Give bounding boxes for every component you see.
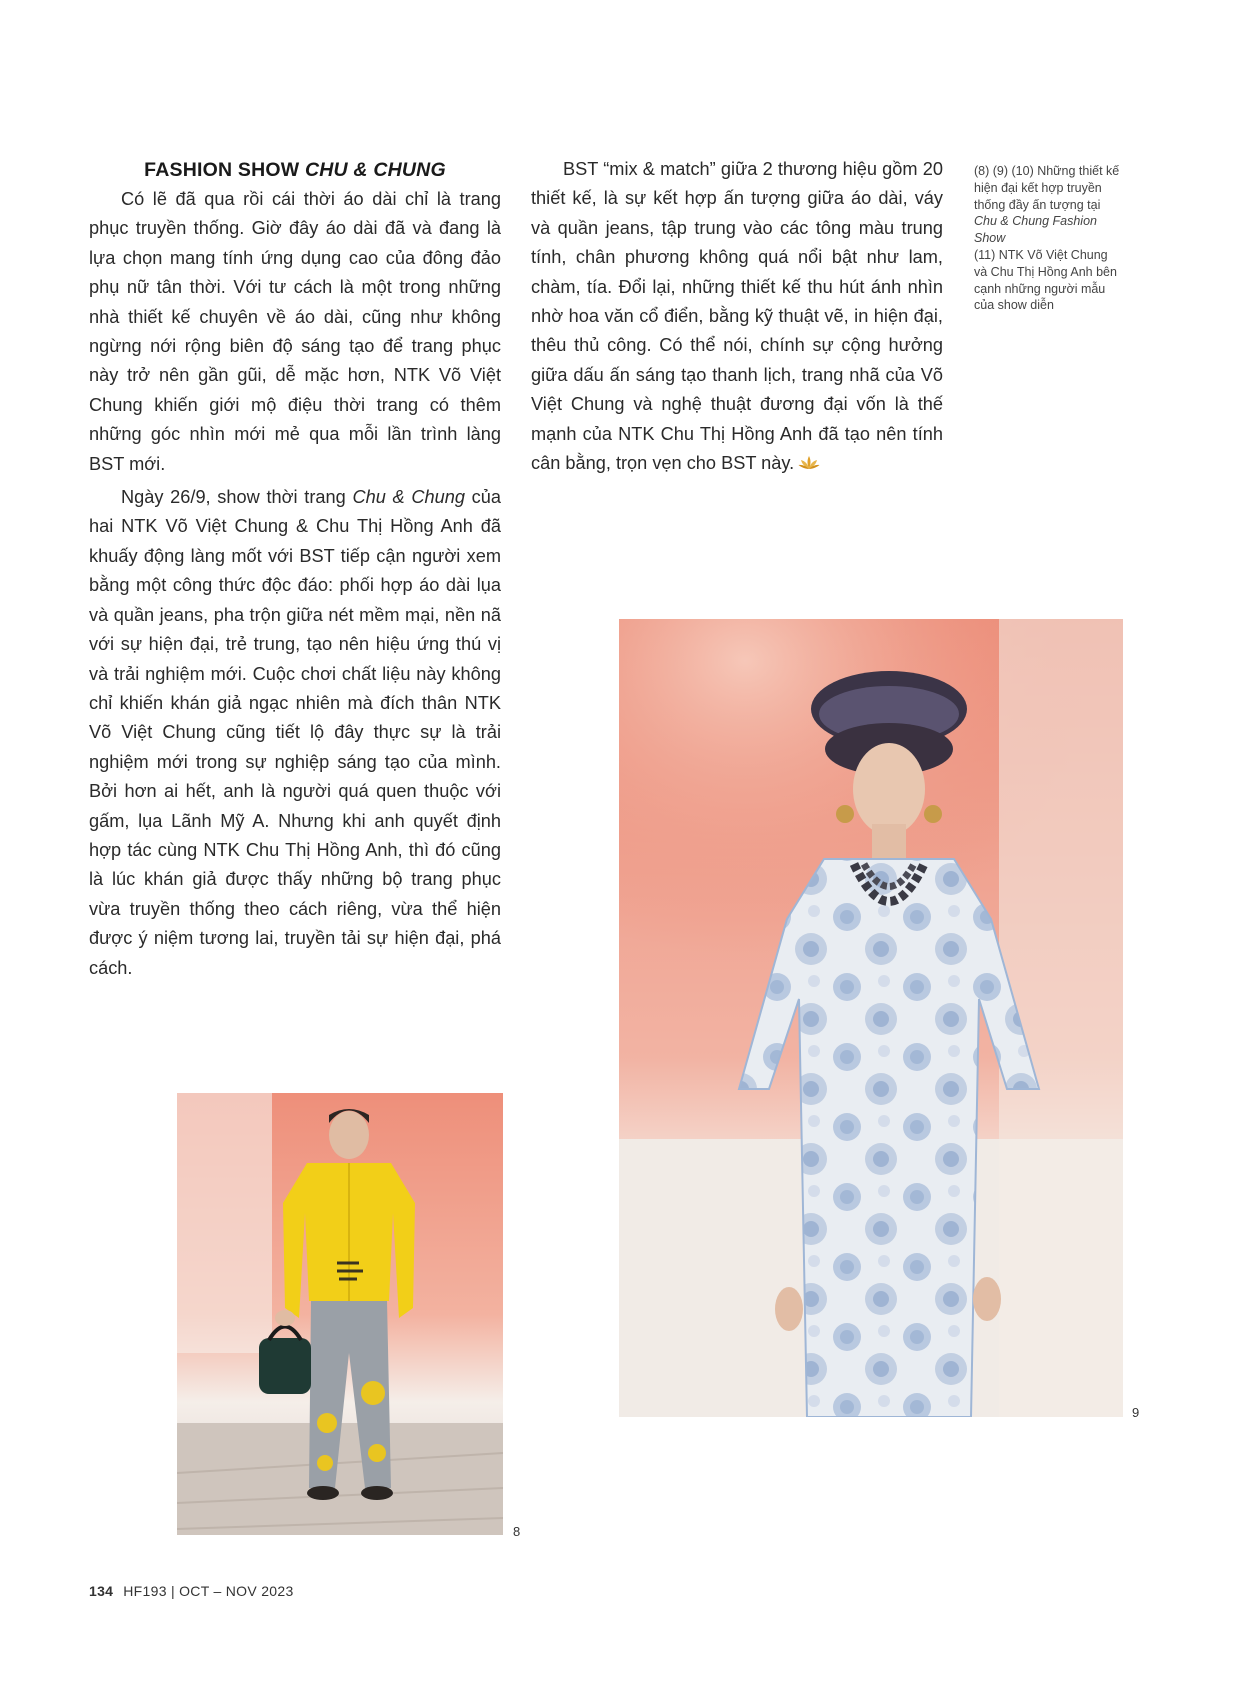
article-column-middle <box>531 155 943 478</box>
page-number: 134 <box>89 1583 114 1599</box>
page-footer <box>89 1583 294 1599</box>
section-heading <box>89 155 501 185</box>
photo-number-8: 8 <box>513 1524 521 1539</box>
photo-model-yellow-shirt <box>177 1093 503 1535</box>
photo-caption: (8) (9) (10) Những thiết kế hiện đại kết hợp truyền thống đầy ấn tượng tại Chu & Chung Fashion Show (11) NTK Võ Việt Chung và Chu Thị Hồng Anh bên cạnh những người mẫu của show diễn <box>974 164 1120 313</box>
photo-number-9: 9 <box>1132 1405 1140 1420</box>
photo-9-illustration <box>619 619 1123 1417</box>
paragraph-2: Ngày 26/9, show thời trang Chu & Chung của hai NTK Võ Việt Chung & Chu Thị Hồng Anh đã khuấy động làng mốt với BST tiếp cận người xem bằng một công thức độc đáo: phối hợp áo dài lụa và quần jeans, pha trộn giữa nét mềm mại, nền nã với sự hiện đại, trẻ trung, tạo nên hiệu ứng thú vị và trải nghiệm mới. Cuộc chơi chất liệu này không chỉ khiến khán giả ngạc nhiên mà đích thân NTK Võ Việt Chung cũng tiết lộ đây thực sự là trải nghiệm mới trong sự nghiệp sáng tạo của mình. Bởi hơn ai hết, anh là người quá quen thuộc với gấm, lụa Lãnh Mỹ A. Nhưng khi anh quyết định hợp tác cùng NTK Chu Thị Hồng Anh, thì đó cũng là lúc khán giả được thấy những bộ trang phục vừa truyền thống theo cách riêng, vừa thể hiện được ý niệm tương lai, truyền tải sự hiện đại, phá cách. <box>89 487 501 978</box>
photo-model-ao-dai <box>619 619 1123 1417</box>
photo-8-illustration <box>177 1093 503 1535</box>
heading-text: FASHION SHOW <box>144 159 305 181</box>
lotus-icon <box>798 455 820 471</box>
heading-italic-text: CHU & CHUNG <box>304 159 446 181</box>
paragraph-3: BST “mix & match” giữa 2 thương hiệu gồm 20 thiết kế, là sự kết hợp ấn tượng giữa áo dài, váy và quần jeans, tập trung vào các tông màu trung tính, chân phương không quá nổi bật như lam, chàm, tía. Đổi lại, những thiết kế thu hút ánh nhìn nhờ hoa văn cổ điển, bằng kỹ thuật vẽ, in hiện đại, thêu thủ công. Có thể nói, chính sự cộng hưởng giữa dấu ấn sáng tạo thanh lịch, trang nhã của Võ Việt Chung và nghệ thuật đương đại vốn là thế mạnh của NTK Chu Thị Hồng Anh đã tạo nên tính cân bằng, trọn vẹn cho BST này. <box>531 159 943 474</box>
paragraph-1: Có lẽ đã qua rồi cái thời áo dài chỉ là trang phục truyền thống. Giờ đây áo dài đã và đang là lựa chọn mang tính ứng dụng cao của đông đảo phụ nữ tân thời. Với tư cách là một trong những nhà thiết kế chuyên về áo dài, cũng như không ngừng nới rộng biên độ sáng tạo để trang phục này trở nên gần gũi, dễ mặc hơn, NTK Võ Việt Chung khiến giới mộ điệu thời trang có thêm những góc nhìn mới mẻ qua mỗi lần trình làng BST mới. <box>89 189 501 474</box>
article-column-left <box>89 155 501 983</box>
issue-label: HF193 | OCT – NOV 2023 <box>123 1583 294 1599</box>
